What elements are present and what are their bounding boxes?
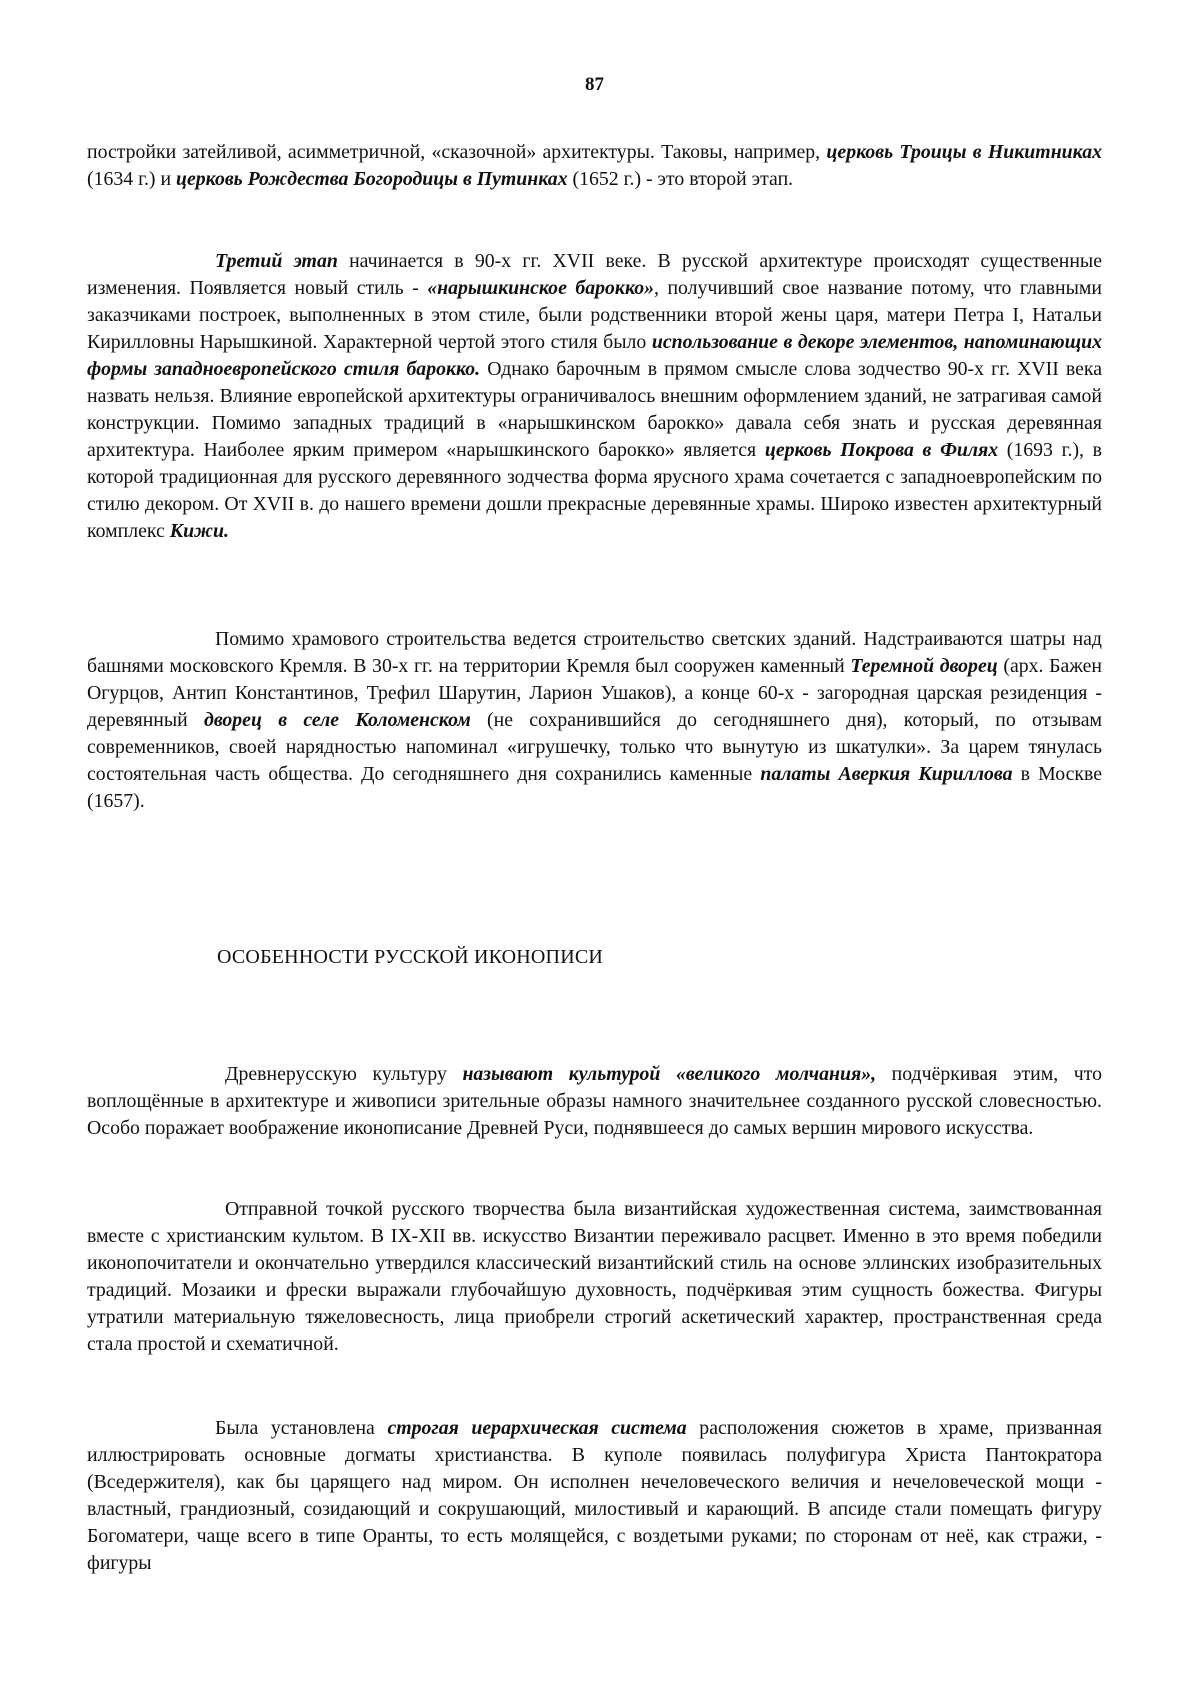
body-text: (1693 г.), в которой традиционная для русского деревянного зодчества форма ярусного храма сочетается с западноевропейским по стилю декором. От XVII в. до нашего времени дошли прекрасные деревянные храмы. Широко известен архитектурный комплекс — [87, 439, 1102, 542]
emphasis-text: Третий этап — [215, 250, 338, 272]
body-text: Помимо храмового строительства ведется строительство светских зданий. Надстраиваются шатры над башнями московского Кремля. В 30-х гг. на территории Кремля был сооружен каменный — [87, 628, 1102, 677]
section-heading: ОСОБЕННОСТИ РУССКОЙ ИКОНОПИСИ — [217, 946, 604, 968]
emphasis-text: палаты Аверкия Кириллова — [760, 763, 1013, 785]
paragraph-2 — [87, 248, 1102, 545]
body-text: (1634 г.) и — [87, 168, 176, 190]
body-text: Была установлена — [215, 1417, 388, 1439]
body-text: расположения сюжетов в храме, призванная иллюстрировать основные догматы христианства. В куполе появилась полуфигура Христа Пантократора (Вседержителя), как бы царящего над миром. Он исполнен нечеловеческого величия и нечеловеческой мощи - властный, грандиозный, созидающий и сокрушающий, милостивый и карающий. В апсиде стали помещать фигуру Богоматери, чаще всего в типе Оранты, то есть молящейся, с воздетыми руками; по сторонам от неё, как стражи, - фигуры — [87, 1417, 1102, 1574]
emphasis-text: называют культурой «великого молчания», — [462, 1063, 877, 1085]
paragraph-1 — [87, 139, 1102, 193]
emphasis-text: церковь Покрова в Филях — [764, 439, 999, 461]
emphasis-text: строгая иерархическая система — [387, 1417, 687, 1439]
paragraph-5 — [87, 1196, 1102, 1358]
body-text: начинается в 90-х гг. XVII веке. В русской архитектуре происходят существенные изменения. Появляется новый стиль - — [87, 250, 1103, 299]
body-text: постройки затейливой, асимметричной, «сказочной» архитектуры. Таковы, например, — [87, 141, 827, 163]
emphasis-text: Теремной дворец — [850, 655, 998, 677]
paragraph-3 — [87, 626, 1102, 815]
emphasis-text: «нарышкинское барокко» — [427, 277, 654, 299]
body-text: Отправной точкой русского творчества была византийская художественная система, заимствованная вместе с христианским культом. В IX-XII вв. искусство Византии переживало расцвет. Именно в это время победили иконопочитатели и окончательно утвердился классический византийский стиль на основе эллинских изобразительных традиций. Мозаики и фрески выражали глубочайшую духовность, подчёркивая этим сущность божества. Фигуры утратили материальную тяжеловесность, лица приобрели строгий аскетический характер, пространственная среда стала простой и схематичной. — [87, 1198, 1102, 1355]
page-number: 87 — [585, 74, 604, 95]
paragraph-6 — [87, 1415, 1102, 1577]
emphasis-text: дворец в селе Коломенском — [204, 709, 471, 731]
body-text: , получивший свое название потому, что главными заказчиками построек, выполненных в этом стиле, были родственники второй жены царя, матери Петра I, Натальи Кирилловны Нарышкиной. Характерной чертой этого стиля было — [87, 277, 1102, 353]
body-text: подчёркивая этим, что воплощённые в архитектуре и живописи зрительные образы намного значительнее созданного русской словесностью. Особо поражает воображение иконописание Древней Руси, поднявшееся до самых вершин мирового искусства. — [87, 1063, 1102, 1139]
emphasis-text: церковь Рождества Богородицы в Путинках — [176, 168, 568, 190]
body-text: (не сохранившийся до сегодняшнего дня), который, по отзывам современников, своей нарядностью напоминал «игрушечку, только что вынутую из шкатулки». За царем тянулась состоятельная часть общества. До сегодняшнего дня сохранились каменные — [87, 709, 1102, 785]
emphasis-text: использование в декоре элементов, напоминающих формы западноевропейского стиля барокко. — [87, 331, 1103, 380]
body-text: Однако барочным в прямом смысле слова зодчество 90-х гг. XVII века назвать нельзя. Влияние европейской архитектуры ограничивалось внешним оформлением зданий, не затрагивая самой конструкции. Помимо западных традиций в «нарышкинском барокко» давала себя знать и русская деревянная архитектура. Наиболее ярким примером «нарышкинского барокко» является — [87, 358, 1102, 461]
emphasis-text: Кижи. — [169, 520, 229, 542]
body-text: Древнерусскую культуру — [225, 1063, 463, 1085]
paragraph-4 — [87, 1061, 1102, 1142]
body-text: (арх. Бажен Огурцов, Антип Константинов, Трефил Шарутин, Ларион Ушаков), а конце 60-х - загородная царская резиденция - деревянный — [87, 655, 1102, 731]
body-text: в Москве (1657). — [87, 763, 1102, 812]
body-text: (1652 г.) - это второй этап. — [567, 168, 794, 190]
emphasis-text: церковь Троицы в Никитниках — [826, 141, 1102, 163]
